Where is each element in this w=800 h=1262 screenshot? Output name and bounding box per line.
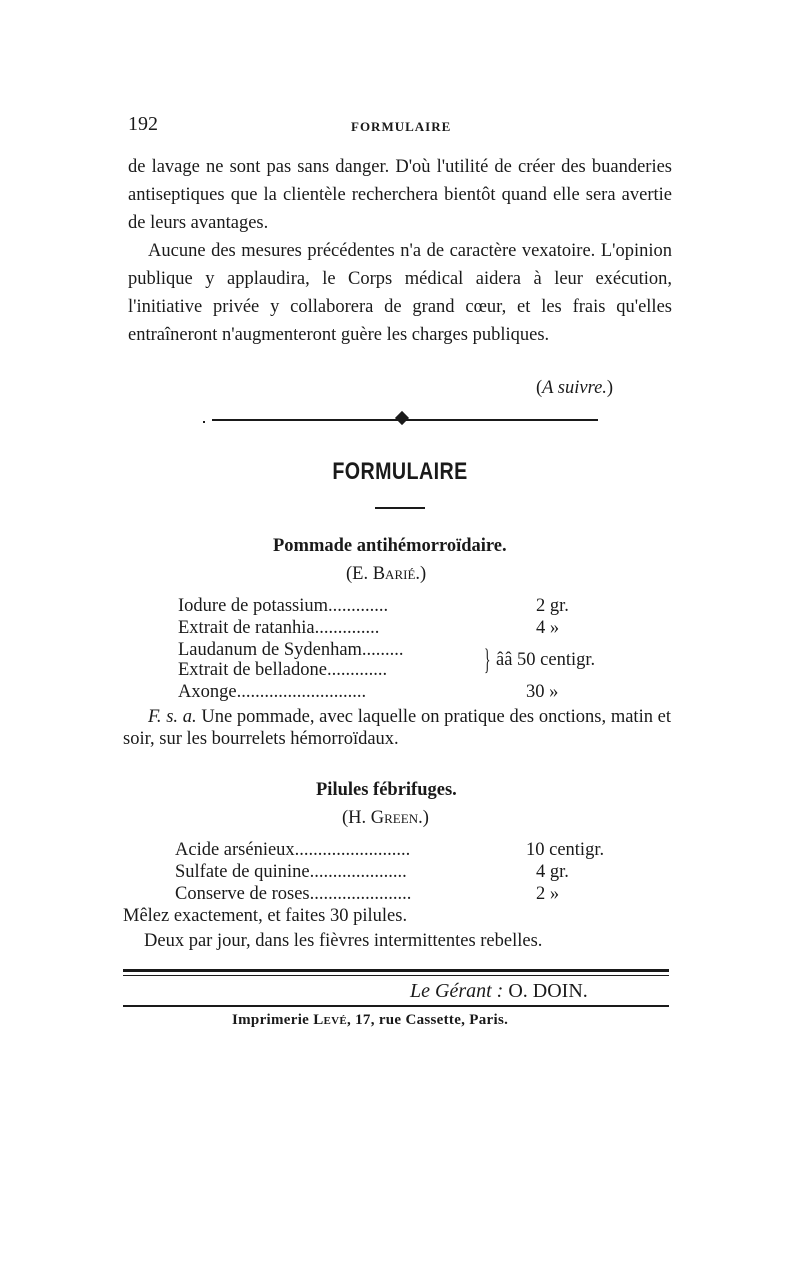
footer-rule-bottom — [123, 1005, 669, 1007]
printer-imprint — [232, 1012, 508, 1029]
body-paragraph-2: Aucune des mesures précédentes n'a de caractère vexatoire. L'opinion publique y applaudira, le Corps médical aidera à leur exécution, l'initiative privée y collaborera de grand cœur, et les frais qu'elles entraîneront n'augmenteront guère les charges publiques. — [128, 241, 672, 345]
footer-rule-thick — [123, 969, 669, 972]
to-be-continued: (A suivre.) — [536, 378, 614, 398]
ingredient-quantity: 2 gr. — [536, 596, 569, 616]
manager-label: Le Gérant : — [410, 980, 504, 1002]
ingredient-quantity: 2 » — [536, 884, 560, 904]
section-title: FORMULAIRE — [332, 458, 468, 485]
diamond-ornament-icon — [395, 411, 409, 425]
ingredient-name: Conserve de roses...................... — [175, 884, 412, 904]
recipe-1-author-initial: (E. — [346, 564, 369, 584]
printer-address: , 17, rue Cassette, Paris. — [347, 1012, 509, 1028]
footer-rule-thin — [123, 975, 669, 976]
recipe-2-dosage: Deux par jour, dans les fièvres intermittentes rebelles. — [144, 931, 543, 951]
recipe-1-title: Pommade antihémorroïdaire. — [273, 536, 507, 556]
ingredient-name: Extrait de belladone............. — [178, 660, 388, 680]
ingredient-name: Iodure de potassium............. — [178, 596, 389, 616]
ingredient-name: Axonge............................ — [178, 682, 367, 702]
recipe-1-instructions — [123, 706, 671, 750]
printer-name: Levé — [313, 1012, 348, 1028]
recipe-1-instructions-text: Une pommade, avec laquelle on pratique des onctions, matin et soir, sur les bourrelets hémorroïdaux. — [123, 707, 672, 749]
recipe-2-author — [342, 808, 429, 829]
recipe-2-title: Pilules fébrifuges. — [316, 780, 457, 800]
printer-prefix: Imprimerie — [232, 1012, 310, 1028]
ingredient-quantity: 4 » — [536, 618, 560, 638]
recipe-1-author-name: Barié.) — [372, 564, 427, 584]
body-paragraph-1: de lavage ne sont pas sans danger. D'où l'utilité de créer des buanderies antiseptiques que la clientèle recherchera bientôt quand elle sera avertie de leurs avantages. — [128, 157, 672, 233]
manager-signature — [410, 980, 588, 1003]
divider-dot — [203, 421, 205, 423]
recipe-1-abbrev: F. s. a. — [148, 707, 197, 727]
ingredient-name: Laudanum de Sydenham......... — [178, 640, 404, 660]
ingredient-name: Acide arsénieux......................... — [175, 840, 411, 860]
recipe-2-instructions: Mêlez exactement, et faites 30 pilules. — [123, 906, 408, 926]
recipe-2-author-name: Green.) — [370, 808, 429, 828]
ingredient-name: Extrait de ratanhia.............. — [178, 618, 380, 638]
ingredient-quantity: 30 » — [526, 682, 559, 702]
brace-icon: } — [483, 643, 491, 676]
title-underline — [375, 507, 425, 509]
ingredient-quantity: 4 gr. — [536, 862, 569, 882]
to-be-continued-text: A suivre. — [542, 378, 607, 398]
page-number: 192 — [128, 113, 158, 135]
running-head: FORMULAIRE — [351, 119, 452, 134]
ingredient-quantity: 10 centigr. — [526, 840, 605, 860]
manager-name: O. DOIN. — [508, 980, 588, 1002]
ingredient-name: Sulfate de quinine..................... — [175, 862, 407, 882]
shared-quantity: ââ 50 centigr. — [496, 650, 596, 670]
recipe-2-author-initial: (H. — [342, 808, 367, 828]
recipe-1-author — [346, 564, 426, 585]
